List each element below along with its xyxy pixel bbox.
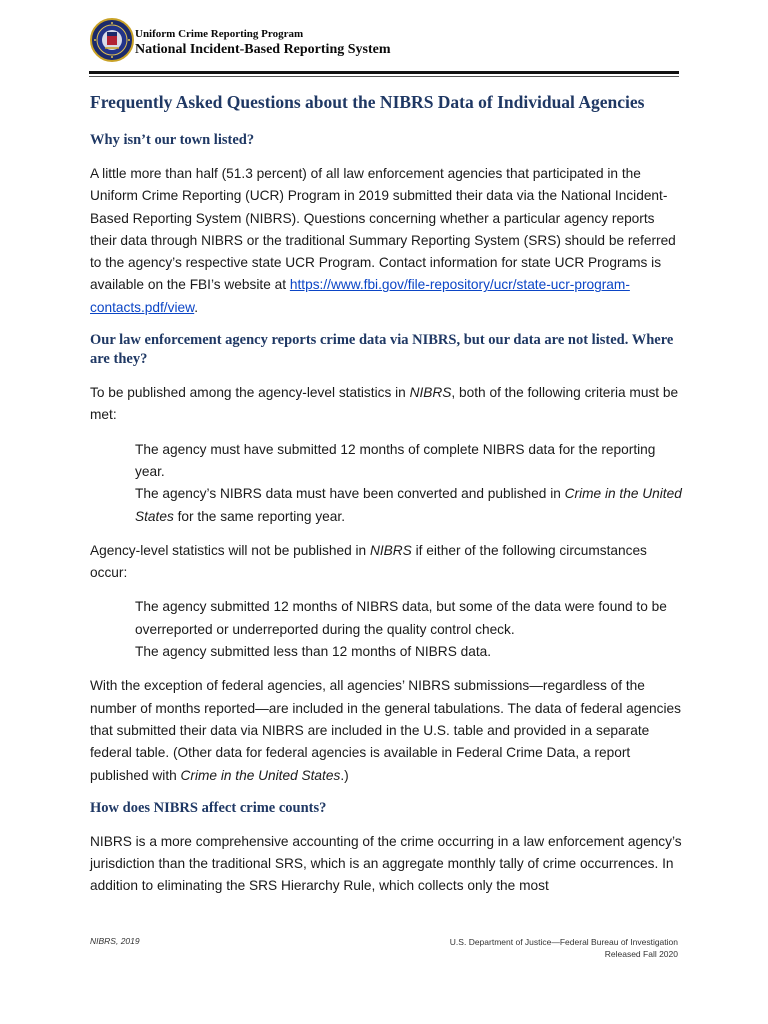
publication-title-italic: Crime in the United States (180, 767, 341, 783)
footer-agency-name: U.S. Department of Justice—Federal Bureau of Investigation (449, 937, 678, 947)
criterion-text: The agency’s NIBRS data must have been converted and published in (135, 486, 565, 502)
federal-text: With the exception of federal agencies, all agencies’ NIBRS submissions—regardless of the number of months reported—are included in the general tabulations. The data of federal agencies that submitted their data via NIBRS are included in the U.S. table and provided in a separate federal table. (Other data for federal agencies is available in Federal Crime Data, a report published with (90, 678, 681, 783)
header-rule-thin (89, 76, 679, 77)
document-header (90, 18, 690, 68)
nibrs-italic: NIBRS (369, 542, 412, 558)
federal-agencies-paragraph (90, 675, 682, 786)
footer-publication: NIBRS, 2019 (90, 936, 140, 946)
question-heading-town-listed: Why isn’t our town listed? (90, 132, 255, 148)
criteria-intro-text: To be published among the agency-level statistics in (90, 385, 410, 401)
answer-crime-counts: NIBRS is a more comprehensive accounting of the crime occurring in a law enforcement agency’s jurisdiction than the traditional SRS, which is an aggregate monthly tally of crime occurrences. In addition to eliminating the SRS Hierarchy Rule, which collects only the most (90, 833, 682, 894)
nibrs-italic: NIBRS (409, 385, 452, 401)
criterion-text-end: for the same reporting year. (173, 508, 345, 524)
page-title: Frequently Asked Questions about the NIBRS Data of Individual Agencies (90, 92, 645, 112)
header-rule-thick (89, 71, 679, 74)
footer-agency (450, 936, 678, 960)
program-name: Uniform Crime Reporting Program (135, 28, 304, 40)
state-ucr-contacts-link[interactable]: https://www.fbi.gov/file-repository/ucr/state-ucr-program-contacts.pdf/view (90, 277, 630, 315)
circumstances-list (90, 596, 682, 663)
criterion-item: The agency must have submitted 12 months of complete NIBRS data for the reporting year. (135, 441, 656, 479)
question-heading-crime-counts: How does NIBRS affect crime counts? (90, 799, 327, 816)
not-published-text-end: if either of the following circumstances occur: (90, 542, 647, 581)
answer-text: A little more than half (51.3 percent) of all law enforcement agencies that participated in the Uniform Crime Reporting (UCR) Program in 2019 submitted their data via the National Incident-Based Reporting System (NIBRS). Questions concerning whether a particular agency reports their data through NIBRS or the traditional Summary Reporting System (SRS) should be referred to the agency’s respective state UCR Program. Contact information for state UCR Programs is available on the FBI’s website at (90, 166, 676, 293)
answer-town-listed (90, 163, 682, 319)
criterion-item (135, 483, 682, 528)
footer-release-date: Released Fall 2020 (604, 949, 678, 959)
criteria-intro (90, 382, 682, 427)
federal-text-end: .) (340, 767, 349, 783)
criteria-list (90, 439, 682, 528)
circumstance-item: The agency submitted less than 12 months of NIBRS data. (135, 644, 492, 660)
not-published-intro (90, 540, 682, 585)
sentence-end: . (194, 299, 199, 315)
system-name: National Incident-Based Reporting System (135, 42, 391, 57)
not-published-text: Agency-level statistics will not be published in (90, 542, 370, 558)
question-heading-data-not-listed: Our law enforcement agency reports crime data via NIBRS, but our data are not listed. Where are they? (90, 332, 674, 368)
publication-title-italic: Crime in the United States (135, 486, 682, 524)
document-body (90, 92, 682, 910)
criteria-intro-text-end: , both of the following criteria must be met: (90, 385, 679, 423)
circumstance-item: The agency submitted 12 months of NIBRS data, but some of the data were found to be overreported or underreported during the quality control check. (135, 599, 667, 637)
fbi-seal-icon (90, 18, 134, 62)
